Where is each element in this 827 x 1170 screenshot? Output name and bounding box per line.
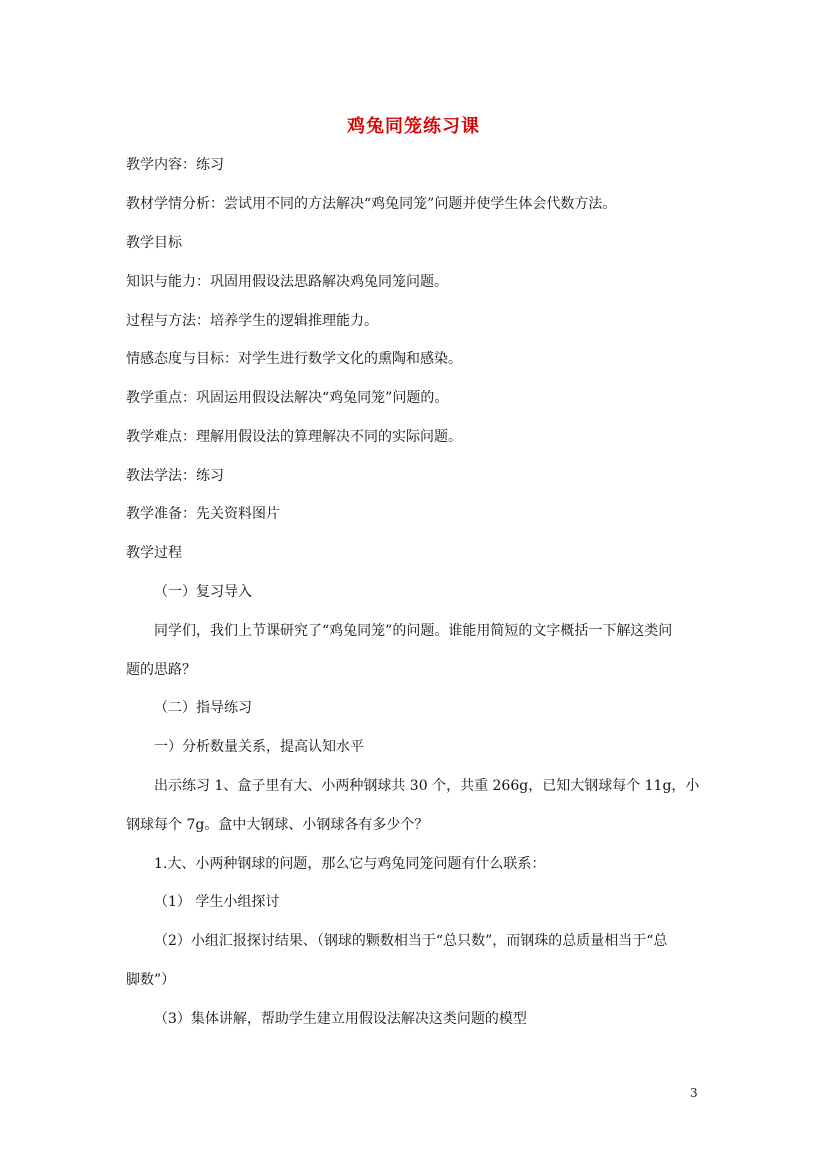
text-line: 教法学法：练习 — [126, 468, 224, 484]
text-line: 教学准备：先关资料图片 — [126, 506, 280, 522]
list-item: （2）小组汇报探讨结果、（钢球的颗数相当于“总只数”，而钢珠的总质量相当于“总 — [154, 933, 668, 949]
text-line: 知识与能力：巩固用假设法思路解决鸡兔同笼问题。 — [126, 274, 448, 290]
text-line: 过程与方法：培养学生的逻辑推理能力。 — [126, 313, 378, 329]
text-line: 教学目标 — [126, 235, 182, 251]
text-line: 教学难点：理解用假设法的算理解决不同的实际问题。 — [126, 429, 462, 445]
paragraph-line: 出示练习 1、盒子里有大、小两种钢球共 30 个，共重 266g，已知大钢球每个 11g，小 — [154, 778, 700, 794]
list-item: 1.大、小两种钢球的问题，那么它与鸡兔同笼问题有什么联系： — [154, 856, 546, 872]
text-line: 教材学情分析：尝试用不同的方法解决“鸡兔同笼”问题并使学生体会代数方法。 — [126, 196, 617, 212]
subsection-heading: 一）分析数量关系，提高认知水平 — [154, 739, 364, 755]
list-item: （1） 学生小组探讨 — [154, 894, 280, 910]
paragraph-line: 钢球每个 7g。盒中大钢球、小钢球各有多少个？ — [126, 817, 429, 833]
text-line: 情感态度与目标：对学生进行数学文化的熏陶和感染。 — [126, 351, 462, 367]
document-title: 鸡兔同笼练习课 — [347, 116, 480, 137]
section-heading: （二）指导练习 — [154, 700, 252, 716]
section-heading: （一）复习导入 — [154, 584, 252, 600]
paragraph-line: 题的思路？ — [126, 662, 196, 678]
list-item-continuation: 脚数”） — [126, 972, 176, 988]
text-line: 教学内容：练习 — [126, 157, 224, 173]
page-number: 3 — [690, 1086, 698, 1100]
text-line: 教学重点：巩固运用假设法解决“鸡兔同笼”问题的。 — [126, 390, 449, 406]
text-line: 教学过程 — [126, 545, 182, 561]
list-item: （3）集体讲解，帮助学生建立用假设法解决这类问题的模型 — [154, 1011, 527, 1027]
paragraph-line: 同学们，我们上节课研究了“鸡兔同笼”的问题。谁能用简短的文字概括一下解这类问 — [154, 623, 673, 639]
